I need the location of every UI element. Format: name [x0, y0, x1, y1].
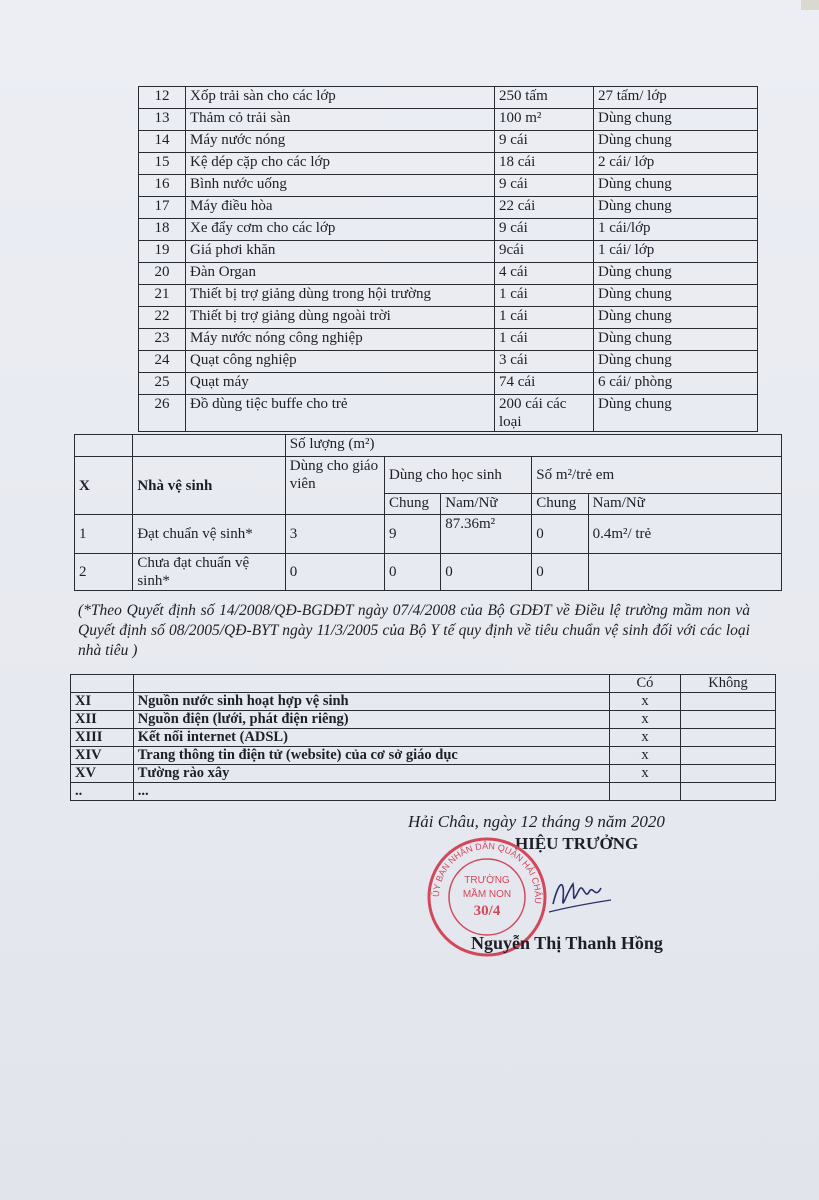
toilet-row-s-chung: 9	[384, 515, 440, 554]
toilet-row-p-chung: 0	[532, 554, 588, 591]
equipment-qty: 4 cái	[495, 263, 594, 285]
toilet-blank	[75, 435, 133, 457]
equipment-name: Thảm cỏ trải sàn	[186, 109, 495, 131]
equipment-qty: 9cái	[495, 241, 594, 263]
equipment-note: Dùng chung	[594, 395, 758, 432]
infra-row	[71, 783, 776, 801]
infra-blank	[71, 675, 134, 693]
equipment-name: Máy nước nóng công nghiệp	[186, 329, 495, 351]
equipment-no: 21	[139, 285, 186, 307]
equipment-no: 12	[139, 87, 186, 109]
toilet-qty-header: Số lượng (m²)	[285, 435, 781, 457]
toilet-sub-namnu: Nam/Nữ	[588, 494, 781, 515]
toilet-blank	[133, 435, 285, 457]
equipment-qty: 9 cái	[495, 131, 594, 153]
toilet-row-no: 1	[75, 515, 133, 554]
infra-yes: x	[609, 747, 680, 765]
equipment-no: 15	[139, 153, 186, 175]
infra-yes	[609, 783, 680, 801]
equipment-row	[139, 197, 758, 219]
equipment-name: Máy điều hòa	[186, 197, 495, 219]
equipment-qty: 1 cái	[495, 307, 594, 329]
toilet-row-p-namnu	[588, 554, 781, 591]
equipment-row	[139, 285, 758, 307]
equipment-name: Giá phơi khăn	[186, 241, 495, 263]
equipment-no: 16	[139, 175, 186, 197]
equipment-no: 17	[139, 197, 186, 219]
infra-no	[681, 747, 776, 765]
equipment-name: Đồ dùng tiệc buffe cho trẻ	[186, 395, 495, 432]
equipment-note: 2 cái/ lớp	[594, 153, 758, 175]
infra-row	[71, 765, 776, 783]
infra-blank	[133, 675, 609, 693]
equipment-name: Xe đẩy cơm cho các lớp	[186, 219, 495, 241]
stamp-line2: MẦM NON	[462, 889, 512, 900]
infra-name: ...	[133, 783, 609, 801]
equipment-no: 18	[139, 219, 186, 241]
equipment-no: 22	[139, 307, 186, 329]
infra-col-yes: Có	[609, 675, 680, 693]
infra-col-no: Không	[681, 675, 776, 693]
equipment-no: 14	[139, 131, 186, 153]
equipment-no: 19	[139, 241, 186, 263]
equipment-qty: 1 cái	[495, 285, 594, 307]
infra-row	[71, 729, 776, 747]
equipment-name: Thiết bị trợ giảng dùng ngoài trời	[186, 307, 495, 329]
toilet-col-perchild: Số m²/trẻ em	[532, 457, 782, 494]
equipment-qty: 1 cái	[495, 329, 594, 351]
equipment-note: Dùng chung	[594, 263, 758, 285]
toilet-row-no: 2	[75, 554, 133, 591]
equipment-name: Máy nước nóng	[186, 131, 495, 153]
equipment-qty: 74 cái	[495, 373, 594, 395]
equipment-row	[139, 241, 758, 263]
equipment-note: Dùng chung	[594, 109, 758, 131]
equipment-note: Dùng chung	[594, 175, 758, 197]
equipment-qty: 9 cái	[495, 219, 594, 241]
equipment-qty: 22 cái	[495, 197, 594, 219]
equipment-name: Kệ dép cặp cho các lớp	[186, 153, 495, 175]
place-date: Hải Châu, ngày 12 tháng 9 năm 2020	[408, 812, 665, 831]
equipment-row	[139, 87, 758, 109]
infra-code: XII	[71, 711, 134, 729]
stamp-line1: TRƯỜNG	[464, 875, 510, 886]
equipment-note: Dùng chung	[594, 285, 758, 307]
stamp-line3: 30/4	[473, 903, 501, 919]
toilet-row-s-namnu: 0	[441, 554, 532, 591]
equipment-row	[139, 219, 758, 241]
equipment-table	[138, 86, 758, 432]
infra-name: Kết nối internet (ADSL)	[133, 729, 609, 747]
equipment-row	[139, 329, 758, 351]
infra-yes: x	[609, 711, 680, 729]
toilet-col-name: Nhà vệ sinh	[133, 457, 285, 515]
toilet-row-s-namnu: 87.36m²	[441, 515, 532, 554]
equipment-no: 20	[139, 263, 186, 285]
toilet-col-x: X	[75, 457, 133, 515]
infra-yes: x	[609, 693, 680, 711]
infra-row	[71, 693, 776, 711]
infra-code: ..	[71, 783, 134, 801]
equipment-row	[139, 131, 758, 153]
equipment-qty: 100 m²	[495, 109, 594, 131]
equipment-name: Quạt máy	[186, 373, 495, 395]
equipment-qty: 9 cái	[495, 175, 594, 197]
equipment-no: 13	[139, 109, 186, 131]
infra-row	[71, 711, 776, 729]
equipment-name: Quạt công nghiệp	[186, 351, 495, 373]
equipment-no: 26	[139, 395, 186, 432]
equipment-no: 23	[139, 329, 186, 351]
infra-code: XI	[71, 693, 134, 711]
infra-code: XIII	[71, 729, 134, 747]
equipment-note: 1 cái/lớp	[594, 219, 758, 241]
stamp-ring-text: ỦY BAN NHÂN DÂN QUẬN HẢI CHÂU	[430, 840, 544, 904]
equipment-note: Dùng chung	[594, 307, 758, 329]
toilet-row-name: Chưa đạt chuẩn vệ sinh*	[133, 554, 285, 591]
equipment-qty: 18 cái	[495, 153, 594, 175]
page-corner	[801, 0, 819, 10]
signer-name: Nguyễn Thị Thanh Hồng	[471, 933, 663, 953]
infra-no	[681, 783, 776, 801]
equipment-row	[139, 109, 758, 131]
infra-yes: x	[609, 729, 680, 747]
equipment-note: 1 cái/ lớp	[594, 241, 758, 263]
infra-no	[681, 711, 776, 729]
equipment-row	[139, 153, 758, 175]
equipment-row	[139, 175, 758, 197]
equipment-note: Dùng chung	[594, 351, 758, 373]
equipment-name: Bình nước uống	[186, 175, 495, 197]
equipment-note: 27 tấm/ lớp	[594, 87, 758, 109]
toilet-table	[74, 434, 782, 591]
infra-name: Nguồn nước sinh hoạt hợp vệ sinh	[133, 693, 609, 711]
equipment-note: Dùng chung	[594, 329, 758, 351]
equipment-note: 6 cái/ phòng	[594, 373, 758, 395]
equipment-name: Thiết bị trợ giảng dùng trong hội trường	[186, 285, 495, 307]
equipment-name: Xốp trải sàn cho các lớp	[186, 87, 495, 109]
equipment-no: 25	[139, 373, 186, 395]
equipment-qty: 3 cái	[495, 351, 594, 373]
toilet-row-s-chung: 0	[384, 554, 440, 591]
equipment-qty: 250 tấm	[495, 87, 594, 109]
infra-no	[681, 729, 776, 747]
equipment-no: 24	[139, 351, 186, 373]
toilet-row-teacher: 3	[285, 515, 384, 554]
equipment-note: Dùng chung	[594, 197, 758, 219]
signer-title: HIỆU TRƯỞNG	[515, 834, 639, 853]
equipment-row	[139, 373, 758, 395]
equipment-row	[139, 351, 758, 373]
infra-yes: x	[609, 765, 680, 783]
toilet-row-name: Đạt chuẩn vệ sinh*	[133, 515, 285, 554]
toilet-sub-chung: Chung	[384, 494, 440, 515]
toilet-sub-chung: Chung	[532, 494, 588, 515]
equipment-qty: 200 cái các loại	[495, 395, 594, 432]
equipment-row	[139, 395, 758, 432]
infra-no	[681, 765, 776, 783]
legal-note: (*Theo Quyết định số 14/2008/QĐ-BGDĐT ngày 07/4/2008 của Bộ GDĐT về Điều lệ trường mầm non và Quyết định số 08/2005/QĐ-BYT ngày 11/3/2005 của Bộ Y tế quy định về tiêu chuẩn vệ sinh đối với các loại nhà tiêu )	[78, 602, 750, 659]
infra-code: XV	[71, 765, 134, 783]
toilet-row-teacher: 0	[285, 554, 384, 591]
equipment-row	[139, 263, 758, 285]
infra-code: XIV	[71, 747, 134, 765]
toilet-col-teacher: Dùng cho giáo viên	[285, 457, 384, 515]
toilet-col-student: Dùng cho học sinh	[384, 457, 531, 494]
infra-name: Tường rào xây	[133, 765, 609, 783]
toilet-row-p-chung: 0	[532, 515, 588, 554]
infra-row	[71, 747, 776, 765]
handwritten-signature	[545, 870, 615, 920]
infrastructure-table	[70, 674, 776, 801]
equipment-note: Dùng chung	[594, 131, 758, 153]
equipment-name: Đàn Organ	[186, 263, 495, 285]
toilet-sub-namnu: Nam/Nữ	[441, 494, 532, 515]
infra-name: Trang thông tin điện tử (website) của cơ sở giáo dục	[133, 747, 609, 765]
infra-name: Nguồn điện (lưới, phát điện riêng)	[133, 711, 609, 729]
toilet-row-p-namnu: 0.4m²/ trẻ	[588, 515, 781, 554]
equipment-row	[139, 307, 758, 329]
infra-no	[681, 693, 776, 711]
